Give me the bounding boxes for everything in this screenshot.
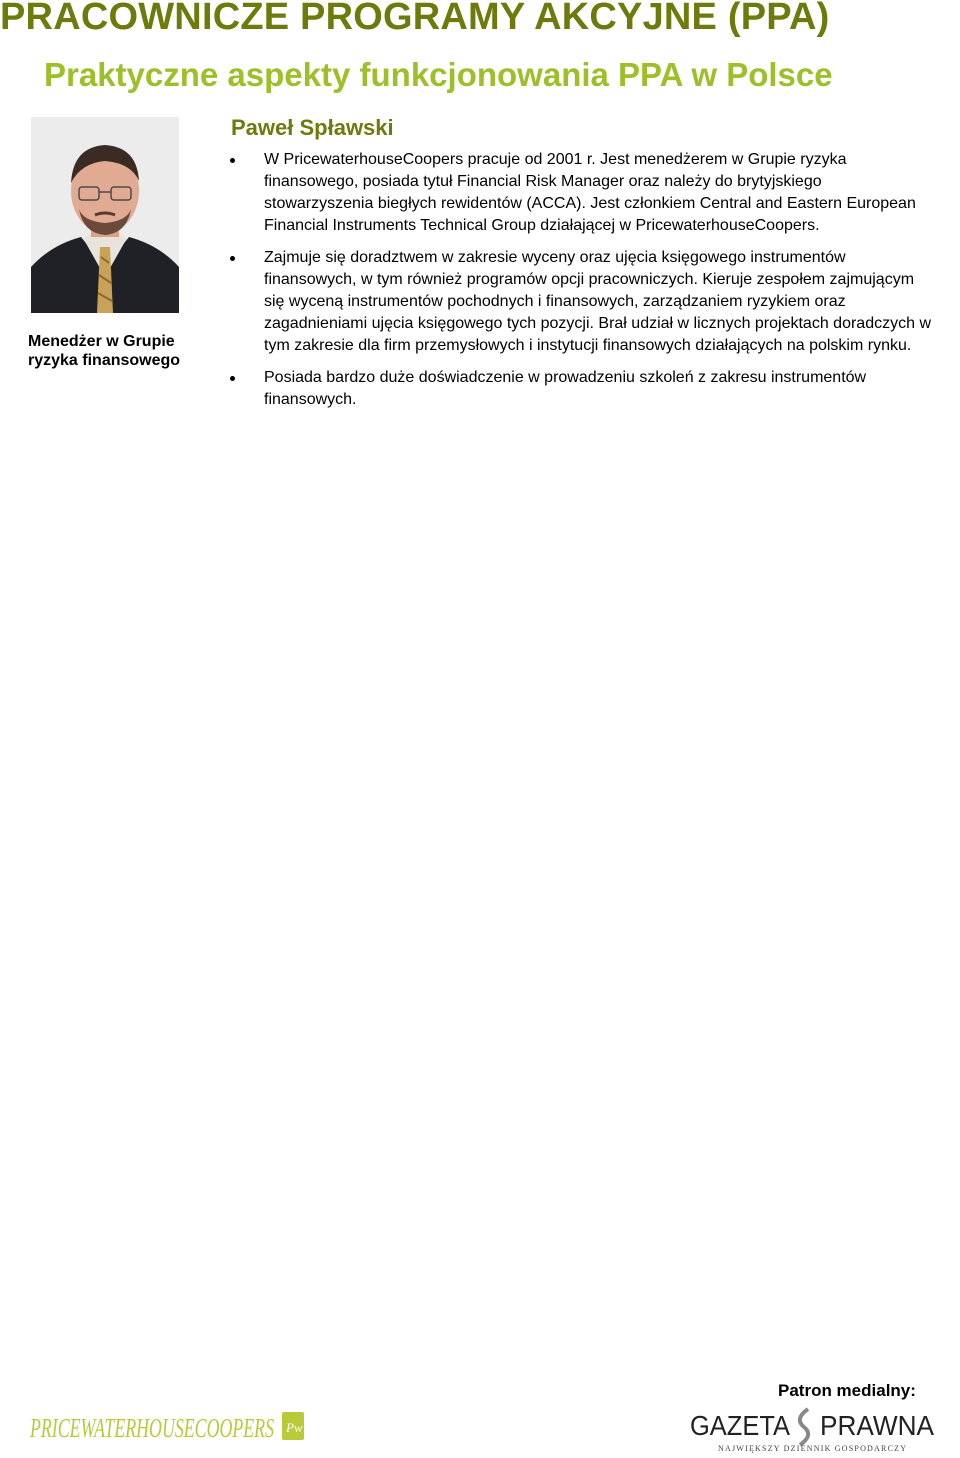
svg-text:Pw: Pw <box>286 1420 303 1435</box>
page-title: PRACOWNICZE PROGRAMY AKCYJNE (PPA) <box>0 0 830 38</box>
bullet-icon <box>230 376 235 381</box>
svg-text:GAZETA: GAZETA <box>690 1410 791 1441</box>
list-item <box>228 367 932 411</box>
page-subtitle: Praktyczne aspekty funkcjonowania PPA w Polsce <box>44 56 833 93</box>
bullet-icon <box>230 256 235 261</box>
speaker-name: Paweł Spławski <box>231 115 394 140</box>
list-item <box>228 247 932 357</box>
svg-text:PRICEWATERHOUSECOOPERS: PRICEWATERHOUSECOOPERS <box>30 1413 275 1443</box>
bio-text: W PricewaterhouseCoopers pracuje od 2001 r. Jest menedżerem w Grupie ryzyka finansowego, posiada tytuł Financial Risk Manager oraz należy do brytyjskiego stowarzyszenia biegłych rewidentów (ACCA). Jest członkiem Central and Eastern European Financial Instruments Technical Group działającej w PricewaterhouseCoopers. <box>264 151 916 234</box>
patron-label: Patron medialny: <box>778 1381 916 1400</box>
gazeta-prawna-logo <box>690 1405 938 1453</box>
svg-text:PRAWNA: PRAWNA <box>820 1410 935 1441</box>
speaker-photo <box>31 117 179 313</box>
bio-list <box>228 149 932 411</box>
pwc-logo <box>30 1403 320 1447</box>
bio-text: Posiada bardzo duże doświadczenie w prowadzeniu szkoleń z zakresu instrumentów finansowych. <box>264 369 867 408</box>
bio-text: Zajmuje się doradztwem w zakresie wyceny oraz ujęcia księgowego instrumentów finansowych, w tym również programów opcji pracowniczych. Kieruje zespołem zajmującym się wyceną instrumentów pochodnych i finansowych, zarządzaniem ryzykiem oraz zagadnieniami ujęcia księgowego tych pozycji. Brał udział w licznych projektach doradczych w tym zakresie dla firm przemysłowych i instytucji finansowych działających na polskim rynku. <box>264 249 931 354</box>
list-item <box>228 149 932 237</box>
svg-text:NAJWIĘKSZY DZIENNIK GOSPODARCZ: NAJWIĘKSZY DZIENNIK GOSPODARCZY <box>718 1444 906 1453</box>
speaker-role: Menedżer w Grupie ryzyka finansowego <box>28 333 181 369</box>
bullet-icon <box>230 158 235 163</box>
